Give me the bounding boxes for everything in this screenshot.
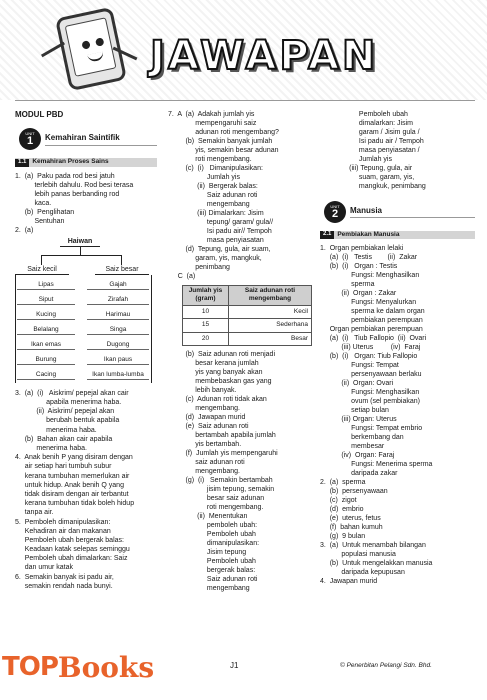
answer-line: (b) Saiz adunan roti menjadi — [168, 351, 275, 359]
unit-label: Kemahiran Saintifik — [45, 133, 157, 145]
answer-line: Saiz adunan roti — [168, 576, 258, 584]
answer-line: roti mengembang. — [168, 504, 264, 512]
answer-line: mangkuk, penimbang — [320, 183, 426, 190]
answer-line: (b) Bahan akan cair apabila — [15, 435, 113, 443]
answer-line: pembiakan perempuan — [320, 317, 423, 325]
cell-saiz: Sederhana — [229, 319, 312, 332]
answer-line: dimalarkan: Jisim — [320, 120, 413, 127]
page-title: JAWAPAN — [150, 33, 379, 79]
column-2 — [168, 110, 318, 593]
tree-item-big: Zirafah — [87, 296, 149, 305]
answer-line: pemboleh ubah: — [168, 522, 258, 530]
answer-line: (iii) Uterus (iv) Faraj — [320, 344, 421, 352]
cell-yis: 15 — [183, 319, 229, 332]
cell-saiz: Kecil — [229, 305, 312, 318]
question-7-part-a — [168, 110, 318, 281]
answer-line: saiz adunan roti — [168, 459, 245, 467]
answer-line: (ii) Aiskrim/ pepejal akan — [15, 408, 115, 416]
answer-line: apabila menerima haba. — [15, 399, 122, 407]
answer-line: Saiz adunan roti — [168, 192, 258, 199]
answer-line: (d) Tepung, gula, air suam, — [168, 246, 271, 253]
answer-line: mengembang. — [168, 405, 240, 413]
answer-line: Keadaan katak selepas seminggu — [15, 546, 130, 554]
answer-line: terlebih dahulu. Rod besi terasa — [15, 181, 134, 189]
cell-yis: 20 — [183, 332, 229, 345]
topbooks-logo: TOP Books — [2, 650, 155, 684]
answer-line: berkembang dan — [320, 434, 404, 442]
answer-line: (a) (i) Tiub Fallopio (ii) Ovari — [320, 335, 427, 343]
answer-line: Fungsi: Menerima sperma — [320, 461, 433, 469]
cell-yis: 10 — [183, 305, 229, 318]
answer-line: (iv) Organ: Faraj — [320, 452, 395, 460]
answer-line: Fungsi: Menghasilkan — [320, 272, 420, 280]
answer-line: (c) (i) Dimanipulasikan: — [168, 165, 263, 172]
tree-item-big: Ikan paus — [87, 356, 149, 365]
answer-line: (ii) Menentukan — [168, 513, 248, 521]
answer-line: tepung/ garam/ gula// — [168, 219, 274, 226]
question-7-continued — [320, 110, 475, 191]
answer-line: kaca. — [15, 199, 52, 207]
answer-line: (b) Untuk mengelakkan manusia — [320, 560, 433, 568]
copyright-text: © Penerbitan Pelangi Sdn. Bhd. — [340, 662, 432, 669]
answer-line: (iii) Dimalarkan: Jisim — [168, 210, 264, 217]
tree-item-small: Siput — [17, 296, 75, 305]
answer-line: (f) Jumlah yis mempengaruhi — [168, 450, 278, 458]
answer-line: adunan roti mengembang? — [168, 129, 279, 136]
table-row — [183, 332, 312, 345]
answer-line: roti mengembang. — [168, 156, 252, 163]
answer-line: Jumlah yis — [320, 156, 392, 163]
answer-line: mengembang. — [168, 468, 240, 476]
answer-line: Pemboleh ubah — [168, 558, 256, 566]
unit-badge: UNIT 1 — [19, 128, 41, 150]
answer-line: populasi manusia — [320, 551, 396, 559]
answer-line: tidak disiram dengan air terbantut — [15, 490, 129, 498]
classification-tree — [15, 237, 157, 385]
unit-2-answers — [320, 244, 475, 586]
answer-line: Pemboleh ubah dimalarkan: Saiz — [15, 555, 128, 563]
answer-line: kerana tumbuhan memerlukan air — [15, 472, 130, 480]
answer-line: C (a) — [168, 273, 196, 280]
answer-line: tanpa air. — [15, 509, 54, 517]
answer-line: berubah bentuk apabila — [15, 417, 120, 425]
answer-line: Organ pembiakan perempuan — [320, 326, 423, 334]
answer-line: yis, semakin besar adunan — [168, 147, 279, 154]
answer-line: (iii) Organ: Uterus — [320, 416, 397, 424]
answer-line: Fungsi: Tempat — [320, 362, 399, 370]
column-1 — [15, 110, 157, 591]
answer-line: 4. Jawapan murid — [320, 578, 378, 586]
answer-line: Fungsi: Menyalurkan — [320, 299, 417, 307]
answer-line: menerima haba. — [15, 426, 97, 434]
cell-saiz: Besar — [229, 332, 312, 345]
answer-line: (g) (i) Semakin bertambah — [168, 477, 273, 485]
answer-line: masa penyiasatan / — [320, 147, 420, 154]
tree-item-small: Cacing — [17, 371, 75, 380]
question-2-label: 2. (a) — [15, 226, 34, 234]
answer-line: (c) zigot — [320, 497, 357, 505]
answer-line: lebih panas berbanding rod — [15, 190, 120, 198]
answer-line: 4. Anak benih P yang disiram dengan — [15, 454, 133, 462]
answer-line: (c) Adunan roti tidak akan — [168, 396, 267, 404]
question-1 — [15, 172, 157, 226]
answer-line: penimbang — [168, 264, 230, 271]
answer-line: yis yang banyak akan — [168, 369, 263, 377]
answer-line: Pemboleh ubah bergerak balas: — [15, 536, 124, 544]
answer-line: bergerak balas: — [168, 567, 256, 575]
modul-heading: MODUL PBD — [15, 110, 64, 119]
answer-line: garam / Jisim gula / — [320, 129, 420, 136]
tree-item-small: Burung — [17, 356, 75, 365]
unit-1-heading — [19, 128, 157, 150]
answer-line: (iii) Tepung, gula, air — [320, 165, 413, 172]
yeast-table — [182, 285, 312, 346]
answer-line: 7. A (a) Adakah jumlah yis — [168, 111, 255, 118]
tree-left-node: Saiz kecil — [15, 265, 69, 275]
answer-line: Fungsi: Menghasilkan — [320, 389, 420, 397]
answer-line: 1. Organ pembiakan lelaki — [320, 245, 404, 253]
answer-line: dan umur katak — [15, 564, 73, 572]
answer-line: mengembang — [168, 201, 250, 208]
section-heading: 1.1 Kemahiran Proses Sains — [15, 158, 157, 166]
answer-line: daripada kepupusan — [320, 569, 405, 577]
answer-line: Isi padu air// Tempoh — [168, 228, 272, 235]
page-header — [0, 0, 487, 100]
questions-3-6 — [15, 389, 157, 591]
page-number: J1 — [230, 661, 239, 670]
answer-line: persenyawaan berlaku — [320, 371, 422, 379]
answer-line: besar saiz adunan — [168, 495, 265, 503]
answer-line: (f) bahan kumuh — [320, 524, 383, 532]
answer-line: untuk hidup. Anak benih Q yang — [15, 481, 124, 489]
table-row — [183, 305, 312, 318]
table-header-saiz: Saiz adunan roti mengembang — [229, 286, 312, 306]
answer-line: Isi padu air / Tempoh — [320, 138, 424, 145]
tree-item-small: Kucing — [17, 311, 75, 320]
tree-item-small: Ikan emas — [17, 341, 75, 350]
answer-line: semakin rendah nada bunyi. — [15, 582, 113, 590]
answer-line: Fungsi: Tempat embrio — [320, 425, 423, 433]
answer-line: sperma — [320, 281, 375, 289]
answer-line: kerana tumbuhan tidak boleh hidup — [15, 500, 135, 508]
answer-line: air setiap hari tumbuh subur — [15, 463, 112, 471]
answer-line: (b) (i) Organ: Tiub Fallopio — [320, 353, 418, 361]
answer-line: menerima haba. — [15, 445, 87, 453]
answer-line: 3. (a) Untuk menambah bilangan — [320, 542, 426, 550]
answer-line: bertambah apabila jumlah — [168, 432, 276, 440]
answer-line: Pemboleh ubah — [168, 531, 256, 539]
section-heading: 2.1 Pembiakan Manusia — [320, 231, 475, 239]
answer-line: (b) (i) Organ : Testis — [320, 263, 398, 271]
answer-line: setiap bulan — [320, 407, 389, 415]
table-header-yis: Jumlah yis (gram) — [183, 286, 229, 306]
answer-line: 6. Semakin banyak isi padu air, — [15, 573, 114, 581]
answer-line: (e) Saiz adunan roti — [168, 423, 249, 431]
answer-line: suam, garam, yis, — [320, 174, 415, 181]
answer-line: garam, yis, mangkuk, — [168, 255, 262, 262]
answer-line: lebih banyak. — [168, 387, 237, 395]
answer-line: (b) Semakin banyak jumlah — [168, 138, 273, 145]
tree-item-big: Singa — [87, 326, 149, 335]
answer-line: mengembang — [168, 585, 250, 593]
unit-label: Manusia — [350, 206, 475, 218]
tree-root: Haiwan — [60, 237, 100, 247]
answer-line: (d) Jawapan murid — [168, 414, 246, 422]
answer-line: 5. Pemboleh dimanipulasikan: — [15, 518, 111, 526]
answer-line: 2. (a) sperma — [320, 479, 366, 487]
unit-badge: UNIT 2 — [324, 201, 346, 223]
answer-line: (g) 9 bulan — [320, 533, 366, 541]
answer-line: Kehadiran air dan makanan — [15, 527, 111, 535]
answer-line: masa penyiasatan — [168, 237, 264, 244]
tree-item-big: Gajah — [87, 281, 149, 290]
answer-line: (ii) Organ: Ovari — [320, 380, 394, 388]
answer-line: yis bertambah. — [168, 441, 242, 449]
answer-line: (e) uterus, fetus — [320, 515, 381, 523]
answer-line: membesar — [320, 443, 385, 451]
tree-item-big: Harimau — [87, 311, 149, 320]
unit-2-heading — [324, 201, 475, 223]
answer-line: mempengaruhi saiz — [168, 120, 257, 127]
answer-line: (b) Penglihatan — [15, 208, 75, 216]
answer-line: membebaskan gas yang — [168, 378, 272, 386]
answer-line: dimanipulasikan: — [168, 540, 260, 548]
answer-line: (d) embrio — [320, 506, 364, 514]
answer-line: (ii) Organ : Zakar — [320, 290, 397, 298]
answer-line: (b) persenyawaan — [320, 488, 388, 496]
tree-item-big: Ikan lumba-lumba — [87, 371, 149, 380]
answer-line: besar kerana jumlah — [168, 360, 259, 368]
answer-line: 1. (a) Paku pada rod besi jatuh — [15, 172, 115, 180]
answer-line: (a) (i) Testis (ii) Zakar — [320, 254, 418, 262]
question-7-part-c — [168, 350, 318, 593]
tree-item-small: Belalang — [17, 326, 75, 335]
table-row — [183, 319, 312, 332]
answer-line: ovum (sel pembiakan) — [320, 398, 420, 406]
answer-line: jisim tepung, semakin — [168, 486, 275, 494]
answer-line: Jisim tepung — [168, 549, 247, 557]
answer-line: daripada zakar — [320, 470, 398, 478]
answer-line: sperma ke dalam organ — [320, 308, 425, 316]
answer-line: (ii) Bergerak balas: — [168, 183, 258, 190]
answer-line: Jumlah yis — [168, 174, 240, 181]
tree-item-big: Dugong — [87, 341, 149, 350]
tree-item-small: Lipas — [17, 281, 75, 290]
answer-line: 3. (a) (i) Aiskrim/ pepejal akan cair — [15, 389, 129, 397]
column-3 — [320, 110, 475, 586]
header-divider — [15, 100, 475, 101]
answer-line: Pemboleh ubah — [320, 111, 408, 118]
answer-line: Sentuhan — [15, 217, 65, 225]
tree-right-node: Saiz besar — [95, 265, 149, 275]
